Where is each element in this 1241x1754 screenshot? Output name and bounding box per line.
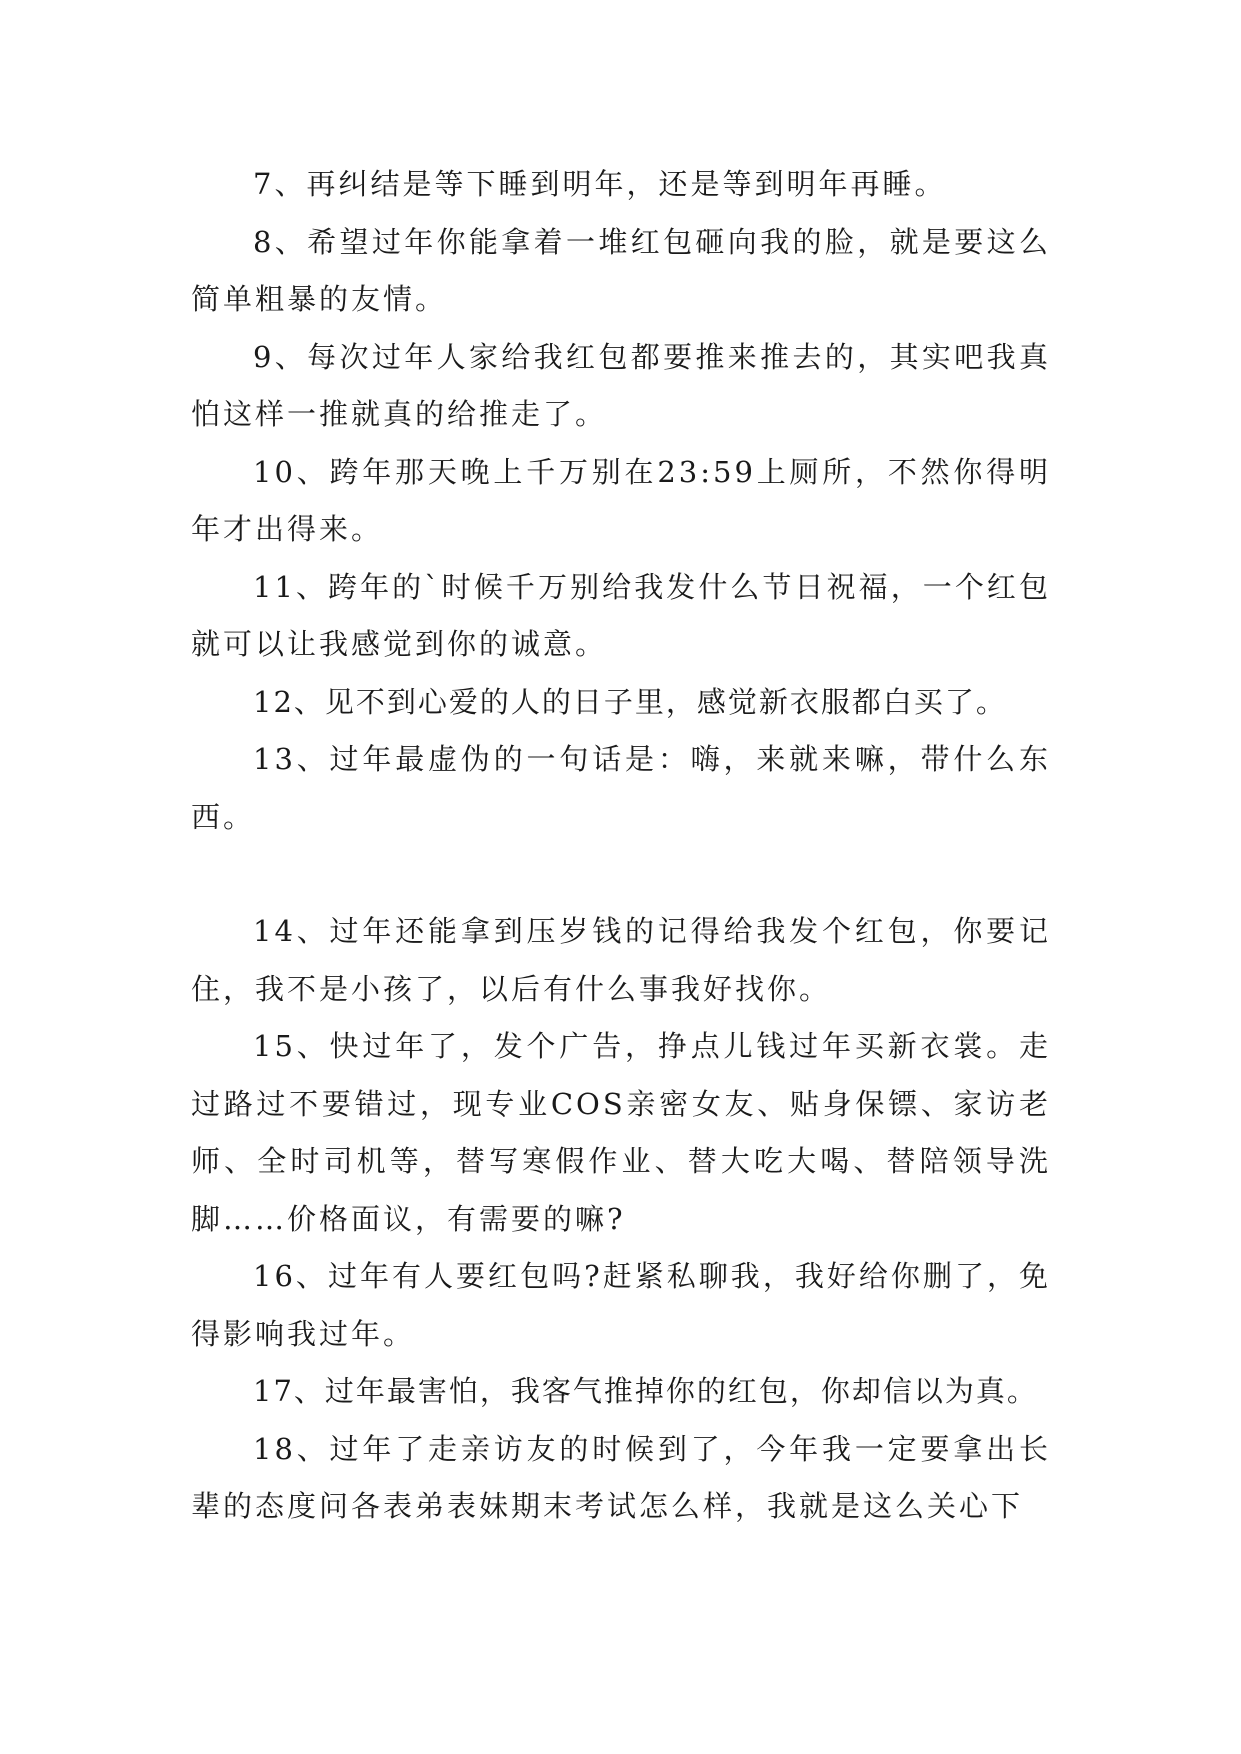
document-body — [191, 156, 1051, 1536]
paragraph-18: 18、过年了走亲访友的时候到了，今年我一定要拿出长辈的态度问各表弟表妹期末考试怎么样，我就是这么关心下 — [191, 1431, 1051, 1523]
paragraph-9: 9、每次过年人家给我红包都要推来推去的，其实吧我真怕这样一推就真的给推走了。 — [191, 339, 1051, 431]
paragraph-11: 11、跨年的`时候千万别给我发什么节日祝福，一个红包就可以让我感觉到你的诚意。 — [191, 569, 1051, 661]
paragraph-17: 17、过年最害怕，我客气推掉你的红包，你却信以为真。 — [253, 1374, 1038, 1408]
blank-line — [191, 846, 1051, 903]
paragraph-15: 15、快过年了，发个广告，挣点儿钱过年买新衣裳。走过路过不要错过，现专业COS亲密女友、贴身保镖、家访老师、全时司机等，替写寒假作业、替大吃大喝、替陪领导洗脚……价格面议，有需要的嘛? — [191, 1029, 1051, 1236]
paragraph-16: 16、过年有人要红包吗?赶紧私聊我，我好给你删了，免得影响我过年。 — [191, 1259, 1051, 1351]
paragraph-13: 13、过年最虚伪的一句话是：嗨，来就来嘛，带什么东西。 — [191, 742, 1051, 834]
paragraph-8: 8、希望过年你能拿着一堆红包砸向我的脸，就是要这么简单粗暴的友情。 — [191, 224, 1051, 316]
paragraph-10: 10、跨年那天晚上千万别在23:59上厕所，不然你得明年才出得来。 — [191, 454, 1051, 546]
paragraph-7: 7、再纠结是等下睡到明年，还是等到明年再睡。 — [253, 167, 947, 201]
paragraph-14: 14、过年还能拿到压岁钱的记得给我发个红包，你要记住，我不是小孩了，以后有什么事我好找你。 — [191, 914, 1051, 1006]
paragraph-12: 12、见不到心爱的人的日子里，感觉新衣服都白买了。 — [253, 684, 1007, 719]
